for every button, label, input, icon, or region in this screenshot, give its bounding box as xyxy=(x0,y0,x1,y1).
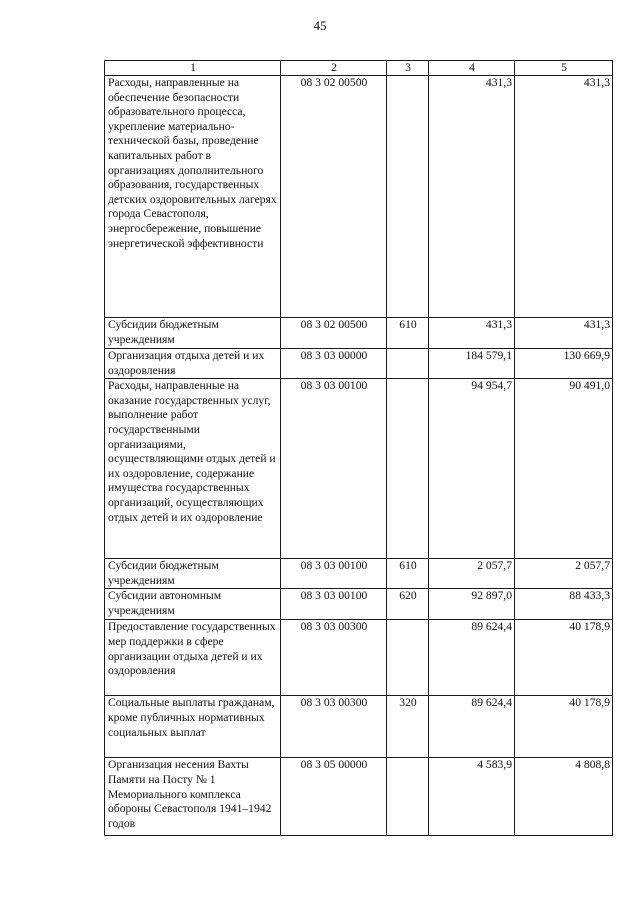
row-code: 08 3 03 00300 xyxy=(281,620,387,696)
row-value-2: 40 178,9 xyxy=(515,620,613,696)
row-value-2: 40 178,9 xyxy=(515,696,613,758)
row-name: Предоставление государственных мер поддержки в сфере организации отдыха детей и их оздоровления xyxy=(105,620,281,696)
budget-table xyxy=(104,60,613,836)
page-number: 45 xyxy=(313,18,327,33)
row-value-2: 4 808,8 xyxy=(515,758,613,836)
row-name: Расходы, направленные на оказание государственных услуг, выполнение работ государственными организациями, осуществляющими отдых детей и их оздоровление, содержание имущества государственных организаций, осуществляющих отдых детей и их оздоровление xyxy=(105,379,281,559)
table-row xyxy=(105,696,613,758)
header-col-5: 5 xyxy=(515,61,613,76)
row-kvr xyxy=(387,620,429,696)
row-code: 08 3 03 00300 xyxy=(281,696,387,758)
table-header xyxy=(105,61,613,76)
row-name: Субсидии бюджетным учреждениям xyxy=(105,318,281,349)
row-code: 08 3 02 00500 xyxy=(281,318,387,349)
row-code: 08 3 03 00100 xyxy=(281,589,387,620)
row-name: Субсидии автономным учреждениям xyxy=(105,589,281,620)
row-code: 08 3 02 00500 xyxy=(281,76,387,318)
row-kvr: 320 xyxy=(387,696,429,758)
row-value-1: 89 624,4 xyxy=(429,696,515,758)
row-name: Организация несения Вахты Памяти на Посту № 1 Мемориального комплекса обороны Севастополя 1941–1942 годов xyxy=(105,758,281,836)
row-name: Расходы, направленные на обеспечение безопасности образовательного процесса, укрепление материально-технической базы, проведение капитальных работ в организациях дополнительного образования, государственных детских оздоровительных лагерях города Севастополя, энергосбережение, повышение энергетической эффективности xyxy=(105,76,281,318)
table-body xyxy=(105,76,613,836)
table-row xyxy=(105,349,613,379)
row-value-1: 92 897,0 xyxy=(429,589,515,620)
row-value-2: 88 433,3 xyxy=(515,589,613,620)
row-value-2: 431,3 xyxy=(515,318,613,349)
row-code: 08 3 03 00000 xyxy=(281,349,387,379)
row-value-1: 89 624,4 xyxy=(429,620,515,696)
row-value-2: 90 491,0 xyxy=(515,379,613,559)
row-code: 08 3 05 00000 xyxy=(281,758,387,836)
row-value-1: 2 057,7 xyxy=(429,559,515,589)
row-name: Организация отдыха детей и их оздоровления xyxy=(105,349,281,379)
header-col-1: 1 xyxy=(105,61,281,76)
row-value-1: 184 579,1 xyxy=(429,349,515,379)
table-row xyxy=(105,758,613,836)
row-value-2: 130 669,9 xyxy=(515,349,613,379)
row-kvr xyxy=(387,349,429,379)
header-col-4: 4 xyxy=(429,61,515,76)
row-kvr: 620 xyxy=(387,589,429,620)
row-kvr: 610 xyxy=(387,318,429,349)
table-row xyxy=(105,559,613,589)
header-col-2: 2 xyxy=(281,61,387,76)
row-kvr xyxy=(387,379,429,559)
row-value-1: 431,3 xyxy=(429,76,515,318)
table-row xyxy=(105,76,613,318)
row-code: 08 3 03 00100 xyxy=(281,559,387,589)
row-value-2: 431,3 xyxy=(515,76,613,318)
table-row xyxy=(105,318,613,349)
row-kvr: 610 xyxy=(387,559,429,589)
table-row xyxy=(105,589,613,620)
row-kvr xyxy=(387,76,429,318)
row-name: Социальные выплаты гражданам, кроме публичных нормативных социальных выплат xyxy=(105,696,281,758)
row-value-1: 431,3 xyxy=(429,318,515,349)
row-kvr xyxy=(387,758,429,836)
header-row xyxy=(105,61,613,76)
row-value-1: 94 954,7 xyxy=(429,379,515,559)
row-name: Субсидии бюджетным учреждениям xyxy=(105,559,281,589)
table-row xyxy=(105,379,613,559)
row-value-1: 4 583,9 xyxy=(429,758,515,836)
table-row xyxy=(105,620,613,696)
header-col-3: 3 xyxy=(387,61,429,76)
row-value-2: 2 057,7 xyxy=(515,559,613,589)
row-code: 08 3 03 00100 xyxy=(281,379,387,559)
